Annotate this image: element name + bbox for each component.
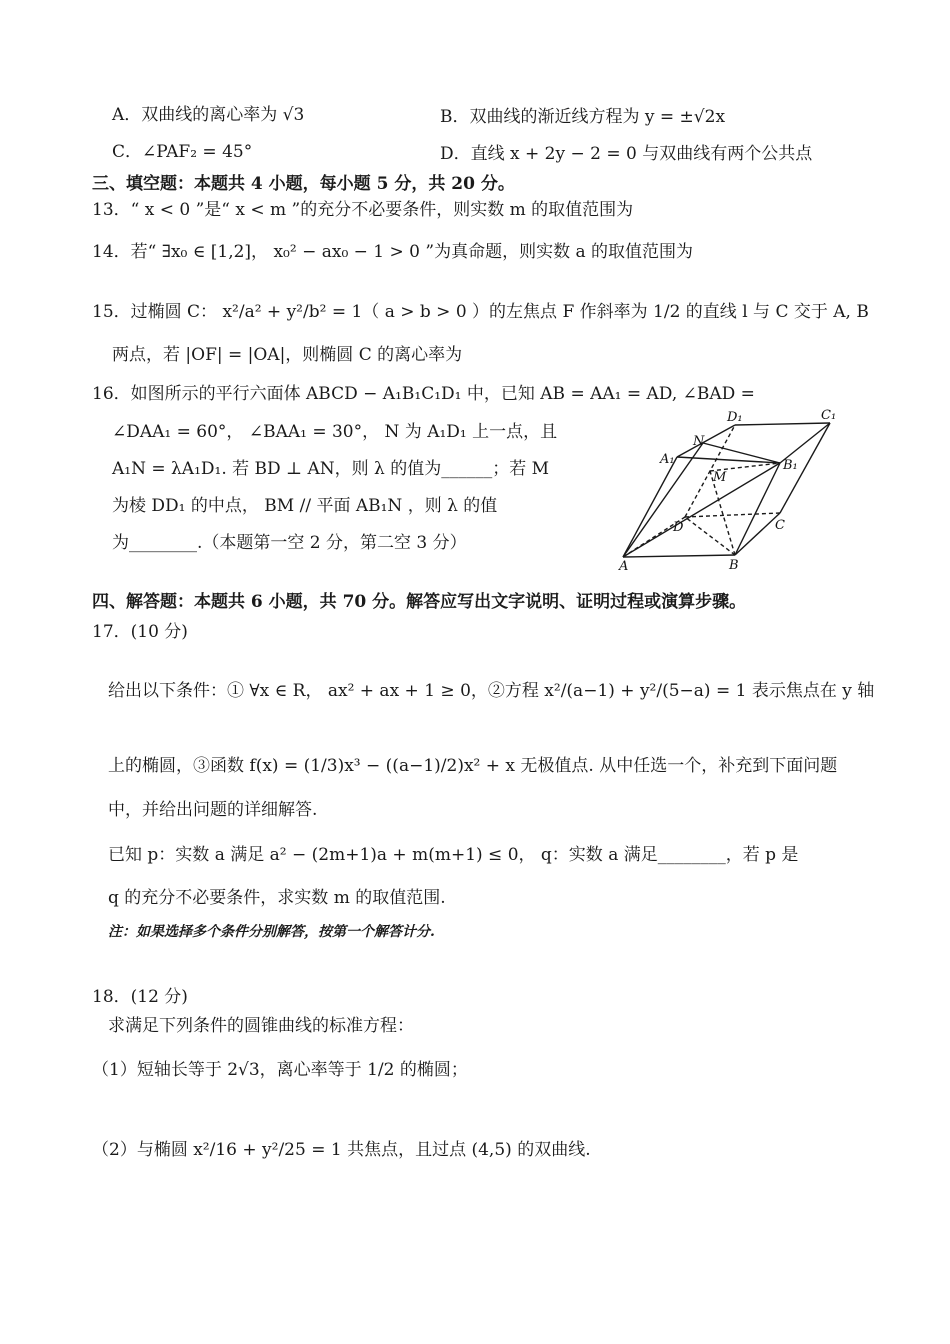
label-a: A (619, 559, 629, 574)
question-18-intro: 求满足下列条件的圆锥曲线的标准方程： (108, 1016, 414, 1036)
label-c: C (775, 518, 785, 533)
question-16-line-1: 16．如图所示的平行六面体 ABCD − A₁B₁C₁D₁ 中，已知 AB = AA₁ = AD, ∠BAD = (92, 384, 755, 404)
question-16-line-2: ∠DAA₁ = 60°， ∠BAA₁ = 30°， N 为 A₁D₁ 上一点，且 (112, 422, 558, 442)
question-17-title: 17．(10 分) (92, 622, 188, 642)
question-17-note: 注：如果选择多个条件分别解答，按第一个解答计分. (108, 924, 435, 940)
question-15-line-1: 15．过椭圆 C： x²/a² + y²/b² = 1（ a > b > 0 ）的左焦点 F 作斜率为 1/2 的直线 l 与 C 交于 A, B (92, 302, 869, 322)
parallelepiped-figure (615, 405, 855, 575)
question-13: 13．“ x < 0 ”是“ x < m ”的充分不必要条件，则实数 m 的取值范围为 (92, 200, 634, 220)
question-16-line-3: A₁N = λA₁D₁. 若 BD ⊥ AN，则 λ 的值为______；若 M (112, 459, 550, 479)
section-3-heading: 三、填空题：本题共 4 小题，每小题 5 分，共 20 分。 (92, 174, 515, 194)
question-14: 14．若“ ∃x₀ ∈ [1,2]， x₀² − ax₀ − 1 > 0 ”为真命题，则实数 a 的取值范围为 (92, 242, 694, 262)
label-n: N (693, 434, 705, 449)
section-4-heading: 四、解答题：本题共 6 小题，共 70 分。解答应写出文字说明、证明过程或演算步骤。 (92, 592, 747, 612)
label-m: M (713, 470, 727, 485)
question-18-part-1: （1）短轴长等于 2√3，离心率等于 1/2 的椭圆； (92, 1060, 468, 1080)
label-a1: A₁ (660, 452, 675, 467)
question-17-line-3: 中，并给出问题的详细解答. (108, 800, 318, 820)
label-b1: B₁ (783, 458, 798, 473)
question-18-title: 18．(12 分) (92, 987, 188, 1007)
label-c1: C₁ (821, 408, 837, 423)
label-b: B (729, 558, 739, 573)
question-18-part-2: （2）与椭圆 x²/16 + y²/25 = 1 共焦点，且过点 (4,5) 的双曲线. (92, 1140, 591, 1160)
question-16-line-4: 为棱 DD₁ 的中点， BM // 平面 AB₁N ，则 λ 的值 (112, 496, 498, 516)
question-15-line-2: 两点，若 |OF| = |OA|，则椭圆 C 的离心率为 (112, 345, 463, 365)
question-17-line-5: q 的充分不必要条件，求实数 m 的取值范围. (108, 888, 446, 908)
question-17-line-1: 给出以下条件：① ∀x ∈ R， ax² + ax + 1 ≥ 0，②方程 x²/(a−1) + y²/(5−a) = 1 表示焦点在 y 轴 (108, 681, 875, 701)
label-d1: D₁ (727, 410, 743, 425)
option-b: B．双曲线的渐近线方程为 y = ±√2x (440, 107, 726, 127)
question-17-line-4: 已知 p：实数 a 满足 a² − (2m+1)a + m(m+1) ≤ 0， q：实数 a 满足________，若 p 是 (108, 845, 799, 865)
question-16-line-5: 为________.（本题第一空 2 分，第二空 3 分） (112, 533, 467, 553)
option-c: C．∠PAF₂ = 45° (112, 142, 253, 162)
label-d: D (673, 520, 684, 535)
option-a: A．双曲线的离心率为 √3 (112, 105, 305, 125)
question-17-line-2: 上的椭圆，③函数 f(x) = (1/3)x³ − ((a−1)/2)x² + x 无极值点. 从中任选一个，补充到下面问题 (108, 756, 838, 776)
option-d: D．直线 x + 2y − 2 = 0 与双曲线有两个公共点 (440, 144, 813, 164)
